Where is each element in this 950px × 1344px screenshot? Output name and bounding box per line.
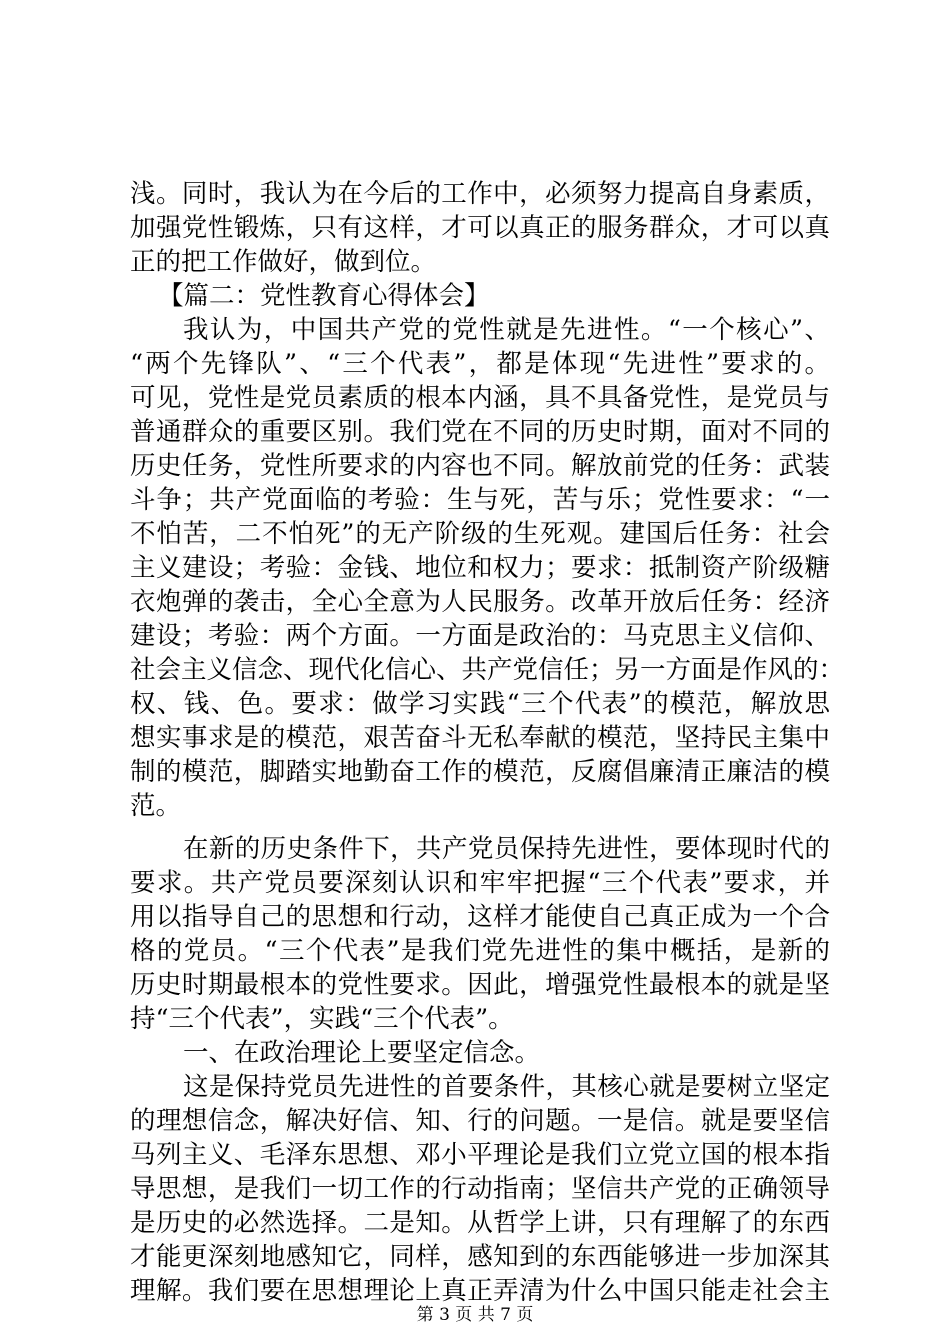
text-line: 理解。我们要在思想理论上真正弄清为什么中国只能走社会主	[130, 1276, 830, 1306]
text-line: 持“三个代表”，实践“三个代表”。	[130, 1004, 514, 1034]
text-line: 导思想，是我们一切工作的行动指南；坚信共产党的正确领导	[130, 1174, 830, 1204]
text-line: 建设；考验：两个方面。一方面是政治的：马克思主义信仰、	[130, 621, 830, 651]
text-line: 斗争；共产党面临的考验：生与死，苦与乐；党性要求：“一	[130, 485, 830, 515]
text-line: 权、钱、色。要求：做学习实践“三个代表”的模范，解放思	[130, 689, 830, 719]
text-line: 历史任务，党性所要求的内容也不同。解放前党的任务：武装	[130, 451, 830, 481]
text-line: 主义建设；考验：金钱、地位和权力；要求：抵制资产阶级糖	[130, 553, 830, 583]
text-line: 想实事求是的模范，艰苦奋斗无私奉献的模范，坚持民主集中	[130, 723, 830, 753]
text-line: 马列主义、毛泽东思想、邓小平理论是我们立党立国的根本指	[130, 1140, 830, 1170]
text-line: 用以指导自己的思想和行动，这样才能使自己真正成为一个合	[130, 902, 830, 932]
text-line: 的理想信念，解决好信、知、行的问题。一是信。就是要坚信	[130, 1106, 830, 1136]
text-line: “两个先锋队”、“三个代表”，都是体现“先进性”要求的。	[130, 349, 830, 379]
text-line: 衣炮弹的袭击，全心全意为人民服务。改革开放后任务：经济	[130, 587, 830, 617]
section-heading: 【篇二：党性教育心得体会】	[158, 281, 490, 311]
text-line: 格的党员。“三个代表”是我们党先进性的集中概括，是新的	[130, 936, 830, 966]
text-line: 要求。共产党员要深刻认识和牢牢把握“三个代表”要求，并	[130, 868, 830, 898]
text-line: 不怕苦，二不怕死”的无产阶级的生死观。建国后任务：社会	[130, 519, 830, 549]
paragraph-first-line: 这是保持党员先进性的首要条件，其核心就是要树立坚定	[183, 1072, 830, 1102]
text-line: 浅。同时，我认为在今后的工作中，必须努力提高自身素质，	[130, 179, 830, 209]
paragraph-first-line: 在新的历史条件下，共产党员保持先进性，要体现时代的	[183, 834, 830, 864]
text-line: 普通群众的重要区别。我们党在不同的历史时期，面对不同的	[130, 417, 830, 447]
text-line: 正的把工作做好，做到位。	[130, 247, 437, 277]
text-line: 加强党性锻炼，只有这样，才可以真正的服务群众，才可以真	[130, 213, 830, 243]
text-line: 才能更深刻地感知它，同样，感知到的东西能够进一步加深其	[130, 1242, 830, 1272]
text-line: 范。	[130, 791, 182, 821]
text-line: 历史时期最根本的党性要求。因此，增强党性最根本的就是坚	[130, 970, 830, 1000]
paragraph-first-line: 我认为，中国共产党的党性就是先进性。“一个核心”、	[183, 315, 830, 345]
text-line: 社会主义信念、现代化信心、共产党信任；另一方面是作风的：	[130, 655, 845, 685]
text-line: 可见，党性是党员素质的根本内涵，具不具备党性，是党员与	[130, 383, 830, 413]
text-line: 是历史的必然选择。二是知。从哲学上讲，只有理解了的东西	[130, 1208, 830, 1238]
section-heading: 一、在政治理论上要坚定信念。	[183, 1038, 541, 1068]
text-line: 制的模范，脚踏实地勤奋工作的模范，反腐倡廉清正廉洁的模	[130, 757, 830, 787]
page-number-footer: 第 3 页 共 7 页	[416, 1305, 534, 1325]
